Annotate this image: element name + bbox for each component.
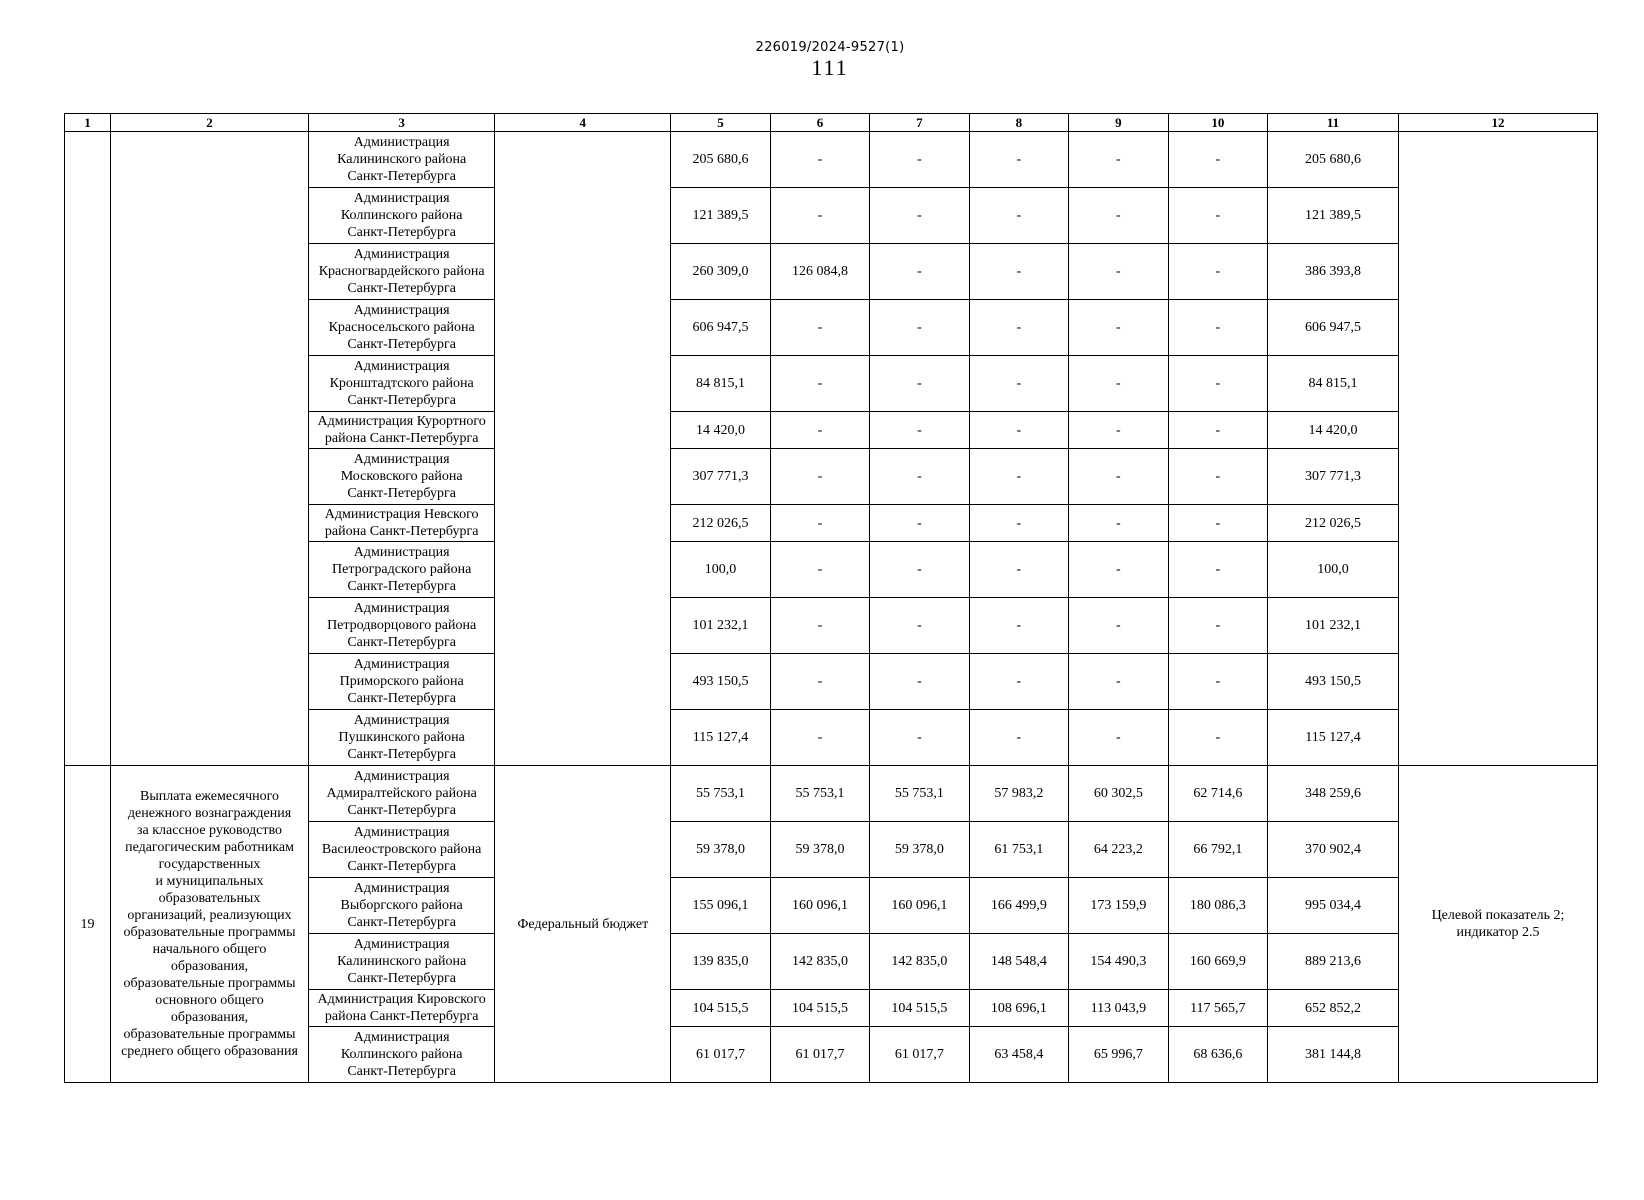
amount-cell: 100,0 [671,542,770,598]
amount-cell: - [969,300,1068,356]
executor-cell [308,412,494,449]
amount-cell: 139 835,0 [671,934,770,990]
amount-cell: 60 302,5 [1069,766,1168,822]
amount-cell: - [1069,505,1168,542]
executor-line: Администрация [353,247,450,262]
amount-cell: - [1168,188,1267,244]
total-cell: 348 259,6 [1268,766,1399,822]
amount-cell: 101 232,1 [671,598,770,654]
funding-source-cell: Федеральный бюджет [495,766,671,1083]
amount-cell: 307 771,3 [671,449,770,505]
description-line: образования, [170,959,249,974]
amount-cell: - [969,132,1068,188]
total-cell: 101 232,1 [1268,598,1399,654]
executor-line: Администрация [353,303,450,318]
budget-table [64,113,1598,1083]
amount-cell: 55 753,1 [770,766,869,822]
column-number-header: 6 [770,114,869,132]
executor-line: Администрация [353,657,450,672]
executor-line: Колпинского района [340,208,463,223]
amount-cell: - [870,412,969,449]
amount-cell: - [1168,132,1267,188]
page-header [0,40,1644,80]
total-cell: 205 680,6 [1268,132,1399,188]
amount-cell: 64 223,2 [1069,822,1168,878]
total-cell: 121 389,5 [1268,188,1399,244]
executor-cell [308,934,494,990]
total-cell: 115 127,4 [1268,710,1399,766]
indicator-line: индикатор 2.5 [1456,925,1540,940]
column-number-header: 9 [1069,114,1168,132]
amount-cell: 61 017,7 [671,1027,770,1083]
executor-line: Администрация Невского [324,507,479,522]
column-number-header: 4 [495,114,671,132]
description-line: педагогическим работникам [125,840,294,855]
executor-line: Администрация [353,825,450,840]
amount-cell: 104 515,5 [870,990,969,1027]
executor-line: Санкт-Петербурга [347,859,456,874]
description-line: образовательные программы [123,925,296,940]
executor-line: района Санкт-Петербурга [324,431,479,446]
amount-cell: - [870,188,969,244]
amount-cell: - [1069,598,1168,654]
description-line: среднего общего образования [121,1044,298,1059]
executor-cell [308,132,494,188]
total-cell: 493 150,5 [1268,654,1399,710]
column-number-header: 5 [671,114,770,132]
executor-line: Пушкинского района [338,730,465,745]
executor-line: Администрация [353,359,450,374]
description-line: Выплата ежемесячного [140,789,280,804]
total-cell: 606 947,5 [1268,300,1399,356]
executor-line: Петродворцового района [327,618,477,633]
amount-cell: 160 096,1 [870,878,969,934]
amount-cell: - [770,654,869,710]
amount-cell: - [870,710,969,766]
amount-cell: - [969,598,1068,654]
amount-cell: 55 753,1 [870,766,969,822]
amount-cell: - [1168,505,1267,542]
amount-cell: 212 026,5 [671,505,770,542]
executor-line: Санкт-Петербурга [347,635,456,650]
amount-cell: 14 420,0 [671,412,770,449]
amount-cell: 493 150,5 [671,654,770,710]
amount-cell: - [870,654,969,710]
executor-line: Администрация [353,1030,450,1045]
executor-line: района Санкт-Петербурга [324,524,479,539]
total-cell: 84 815,1 [1268,356,1399,412]
executor-line: Красносельского района [328,320,475,335]
column-number-row [65,114,1598,132]
amount-cell: - [1069,356,1168,412]
amount-cell: - [1069,542,1168,598]
executor-line: Санкт-Петербурга [347,971,456,986]
amount-cell: - [969,188,1068,244]
description-line: денежного вознаграждения [127,806,292,821]
executor-line: Администрация Кировского [317,992,486,1007]
executor-cell [308,356,494,412]
amount-cell: - [770,598,869,654]
total-cell: 100,0 [1268,542,1399,598]
executor-line: Московского района [340,469,463,484]
amount-cell: 104 515,5 [671,990,770,1027]
executor-line: Санкт-Петербурга [347,281,456,296]
row-number-cell-empty [65,132,111,766]
description-line: образовательных [158,891,261,906]
amount-cell: 115 127,4 [671,710,770,766]
amount-cell: 173 159,9 [1069,878,1168,934]
amount-cell: 260 309,0 [671,244,770,300]
total-cell: 386 393,8 [1268,244,1399,300]
column-number-header: 7 [870,114,969,132]
executor-line: Красногвардейского района [318,264,485,279]
amount-cell: - [870,300,969,356]
column-number-header: 10 [1168,114,1267,132]
description-line: государственных [158,857,261,872]
amount-cell: - [1168,300,1267,356]
executor-line: Санкт-Петербурга [347,691,456,706]
amount-cell: 126 084,8 [770,244,869,300]
amount-cell: - [770,505,869,542]
table-row [65,766,1598,822]
executor-cell [308,188,494,244]
table-body [65,132,1598,1083]
description-line: образовательные программы [123,976,296,991]
amount-cell: 205 680,6 [671,132,770,188]
amount-cell: 155 096,1 [671,878,770,934]
amount-cell: - [770,300,869,356]
executor-cell [308,542,494,598]
measure-description-cell-empty [111,132,309,766]
amount-cell: 66 792,1 [1168,822,1267,878]
executor-cell [308,710,494,766]
amount-cell: 108 696,1 [969,990,1068,1027]
amount-cell: - [969,710,1068,766]
amount-cell: - [770,449,869,505]
amount-cell: 166 499,9 [969,878,1068,934]
amount-cell: - [1069,188,1168,244]
total-cell: 212 026,5 [1268,505,1399,542]
measure-description-cell [111,766,309,1083]
amount-cell: 180 086,3 [1168,878,1267,934]
amount-cell: 154 490,3 [1069,934,1168,990]
amount-cell: 142 835,0 [770,934,869,990]
column-number-header: 3 [308,114,494,132]
amount-cell: - [870,449,969,505]
document-registration-code: 226019/2024-9527(1) [755,40,905,55]
amount-cell: - [1069,412,1168,449]
executor-cell [308,654,494,710]
amount-cell: - [870,244,969,300]
description-line: начального общего [152,942,267,957]
total-cell: 995 034,4 [1268,878,1399,934]
amount-cell: 61 017,7 [870,1027,969,1083]
executor-cell [308,449,494,505]
executor-line: Санкт-Петербурга [347,803,456,818]
total-cell: 889 213,6 [1268,934,1399,990]
amount-cell: - [770,542,869,598]
executor-line: района Санкт-Петербурга [324,1009,479,1024]
executor-line: Адмиралтейского района [326,786,477,801]
amount-cell: 117 565,7 [1168,990,1267,1027]
description-line: образования, [170,1010,249,1025]
amount-cell: 65 996,7 [1069,1027,1168,1083]
executor-line: Петроградского района [332,562,472,577]
amount-cell: 160 669,9 [1168,934,1267,990]
executor-line: Приморского района [339,674,464,689]
amount-cell: 160 096,1 [770,878,869,934]
executor-line: Калининского района [337,152,467,167]
executor-cell [308,990,494,1027]
amount-cell: 606 947,5 [671,300,770,356]
amount-cell: - [770,412,869,449]
amount-cell: - [1168,449,1267,505]
amount-cell: - [969,654,1068,710]
executor-line: Кронштадтского района [329,376,474,391]
amount-cell: - [969,449,1068,505]
total-cell: 652 852,2 [1268,990,1399,1027]
amount-cell: - [870,356,969,412]
amount-cell: - [870,505,969,542]
executor-line: Администрация [353,937,450,952]
executor-line: Санкт-Петербурга [347,579,456,594]
table-container [64,113,1598,1083]
table-row [65,132,1598,188]
amount-cell: - [1069,710,1168,766]
amount-cell: 148 548,4 [969,934,1068,990]
executor-cell [308,505,494,542]
indicator-line: Целевой показатель 2; [1431,908,1565,923]
executor-line: Администрация [353,713,450,728]
description-line: и муниципальных [155,874,264,889]
executor-cell [308,244,494,300]
executor-line: Калининского района [337,954,467,969]
executor-line: Санкт-Петербурга [347,915,456,930]
executor-cell [308,822,494,878]
amount-cell: - [1168,244,1267,300]
description-line: основного общего [155,993,264,1008]
amount-cell: 59 378,0 [671,822,770,878]
amount-cell: - [1168,654,1267,710]
amount-cell: - [1069,449,1168,505]
amount-cell: 84 815,1 [671,356,770,412]
amount-cell: 104 515,5 [770,990,869,1027]
amount-cell: 68 636,6 [1168,1027,1267,1083]
executor-line: Санкт-Петербурга [347,169,456,184]
executor-line: Санкт-Петербурга [347,225,456,240]
amount-cell: - [870,542,969,598]
executor-line: Колпинского района [340,1047,463,1062]
amount-cell: - [969,412,1068,449]
column-number-header: 12 [1398,114,1597,132]
indicator-cell-empty [1398,132,1597,766]
amount-cell: 55 753,1 [671,766,770,822]
amount-cell: - [770,710,869,766]
total-cell: 14 420,0 [1268,412,1399,449]
executor-line: Санкт-Петербурга [347,337,456,352]
total-cell: 370 902,4 [1268,822,1399,878]
executor-line: Администрация [353,881,450,896]
description-line: за классное руководство [136,823,283,838]
amount-cell: - [770,132,869,188]
amount-cell: - [770,188,869,244]
amount-cell: 121 389,5 [671,188,770,244]
row-number-cell: 19 [65,766,111,1083]
amount-cell: 61 753,1 [969,822,1068,878]
executor-line: Администрация [353,452,450,467]
executor-line: Василеостровского района [321,842,482,857]
description-line: образовательные программы [123,1027,296,1042]
amount-cell: 62 714,6 [1168,766,1267,822]
executor-line: Администрация [353,545,450,560]
amount-cell: - [870,132,969,188]
executor-cell [308,766,494,822]
amount-cell: - [1168,412,1267,449]
executor-line: Санкт-Петербурга [347,1064,456,1079]
description-line: организаций, реализующих [127,908,292,923]
total-cell: 307 771,3 [1268,449,1399,505]
amount-cell: - [969,244,1068,300]
executor-cell [308,1027,494,1083]
amount-cell: - [1168,598,1267,654]
amount-cell: - [1168,356,1267,412]
funding-source-cell-empty [495,132,671,766]
amount-cell: 57 983,2 [969,766,1068,822]
executor-line: Администрация [353,769,450,784]
amount-cell: - [770,356,869,412]
amount-cell: - [1168,710,1267,766]
executor-line: Администрация [353,191,450,206]
amount-cell: - [969,542,1068,598]
executor-line: Санкт-Петербурга [347,747,456,762]
executor-line: Администрация Курортного [317,414,486,429]
column-number-header: 2 [111,114,309,132]
amount-cell: - [969,505,1068,542]
amount-cell: - [969,356,1068,412]
executor-line: Санкт-Петербурга [347,393,456,408]
column-number-header: 1 [65,114,111,132]
executor-line: Санкт-Петербурга [347,486,456,501]
amount-cell: - [1168,542,1267,598]
column-number-header: 8 [969,114,1068,132]
amount-cell: 142 835,0 [870,934,969,990]
amount-cell: 59 378,0 [870,822,969,878]
executor-line: Выборгского района [340,898,463,913]
executor-cell [308,878,494,934]
amount-cell: 63 458,4 [969,1027,1068,1083]
executor-line: Администрация [353,135,450,150]
amount-cell: 61 017,7 [770,1027,869,1083]
total-cell: 381 144,8 [1268,1027,1399,1083]
indicator-cell [1398,766,1597,1083]
executor-cell [308,598,494,654]
amount-cell: - [1069,132,1168,188]
amount-cell: 113 043,9 [1069,990,1168,1027]
column-number-header: 11 [1268,114,1399,132]
executor-line: Администрация [353,601,450,616]
amount-cell: - [870,598,969,654]
amount-cell: - [1069,654,1168,710]
amount-cell: - [1069,300,1168,356]
amount-cell: - [1069,244,1168,300]
page-number: 111 [811,55,849,80]
executor-cell [308,300,494,356]
amount-cell: 59 378,0 [770,822,869,878]
